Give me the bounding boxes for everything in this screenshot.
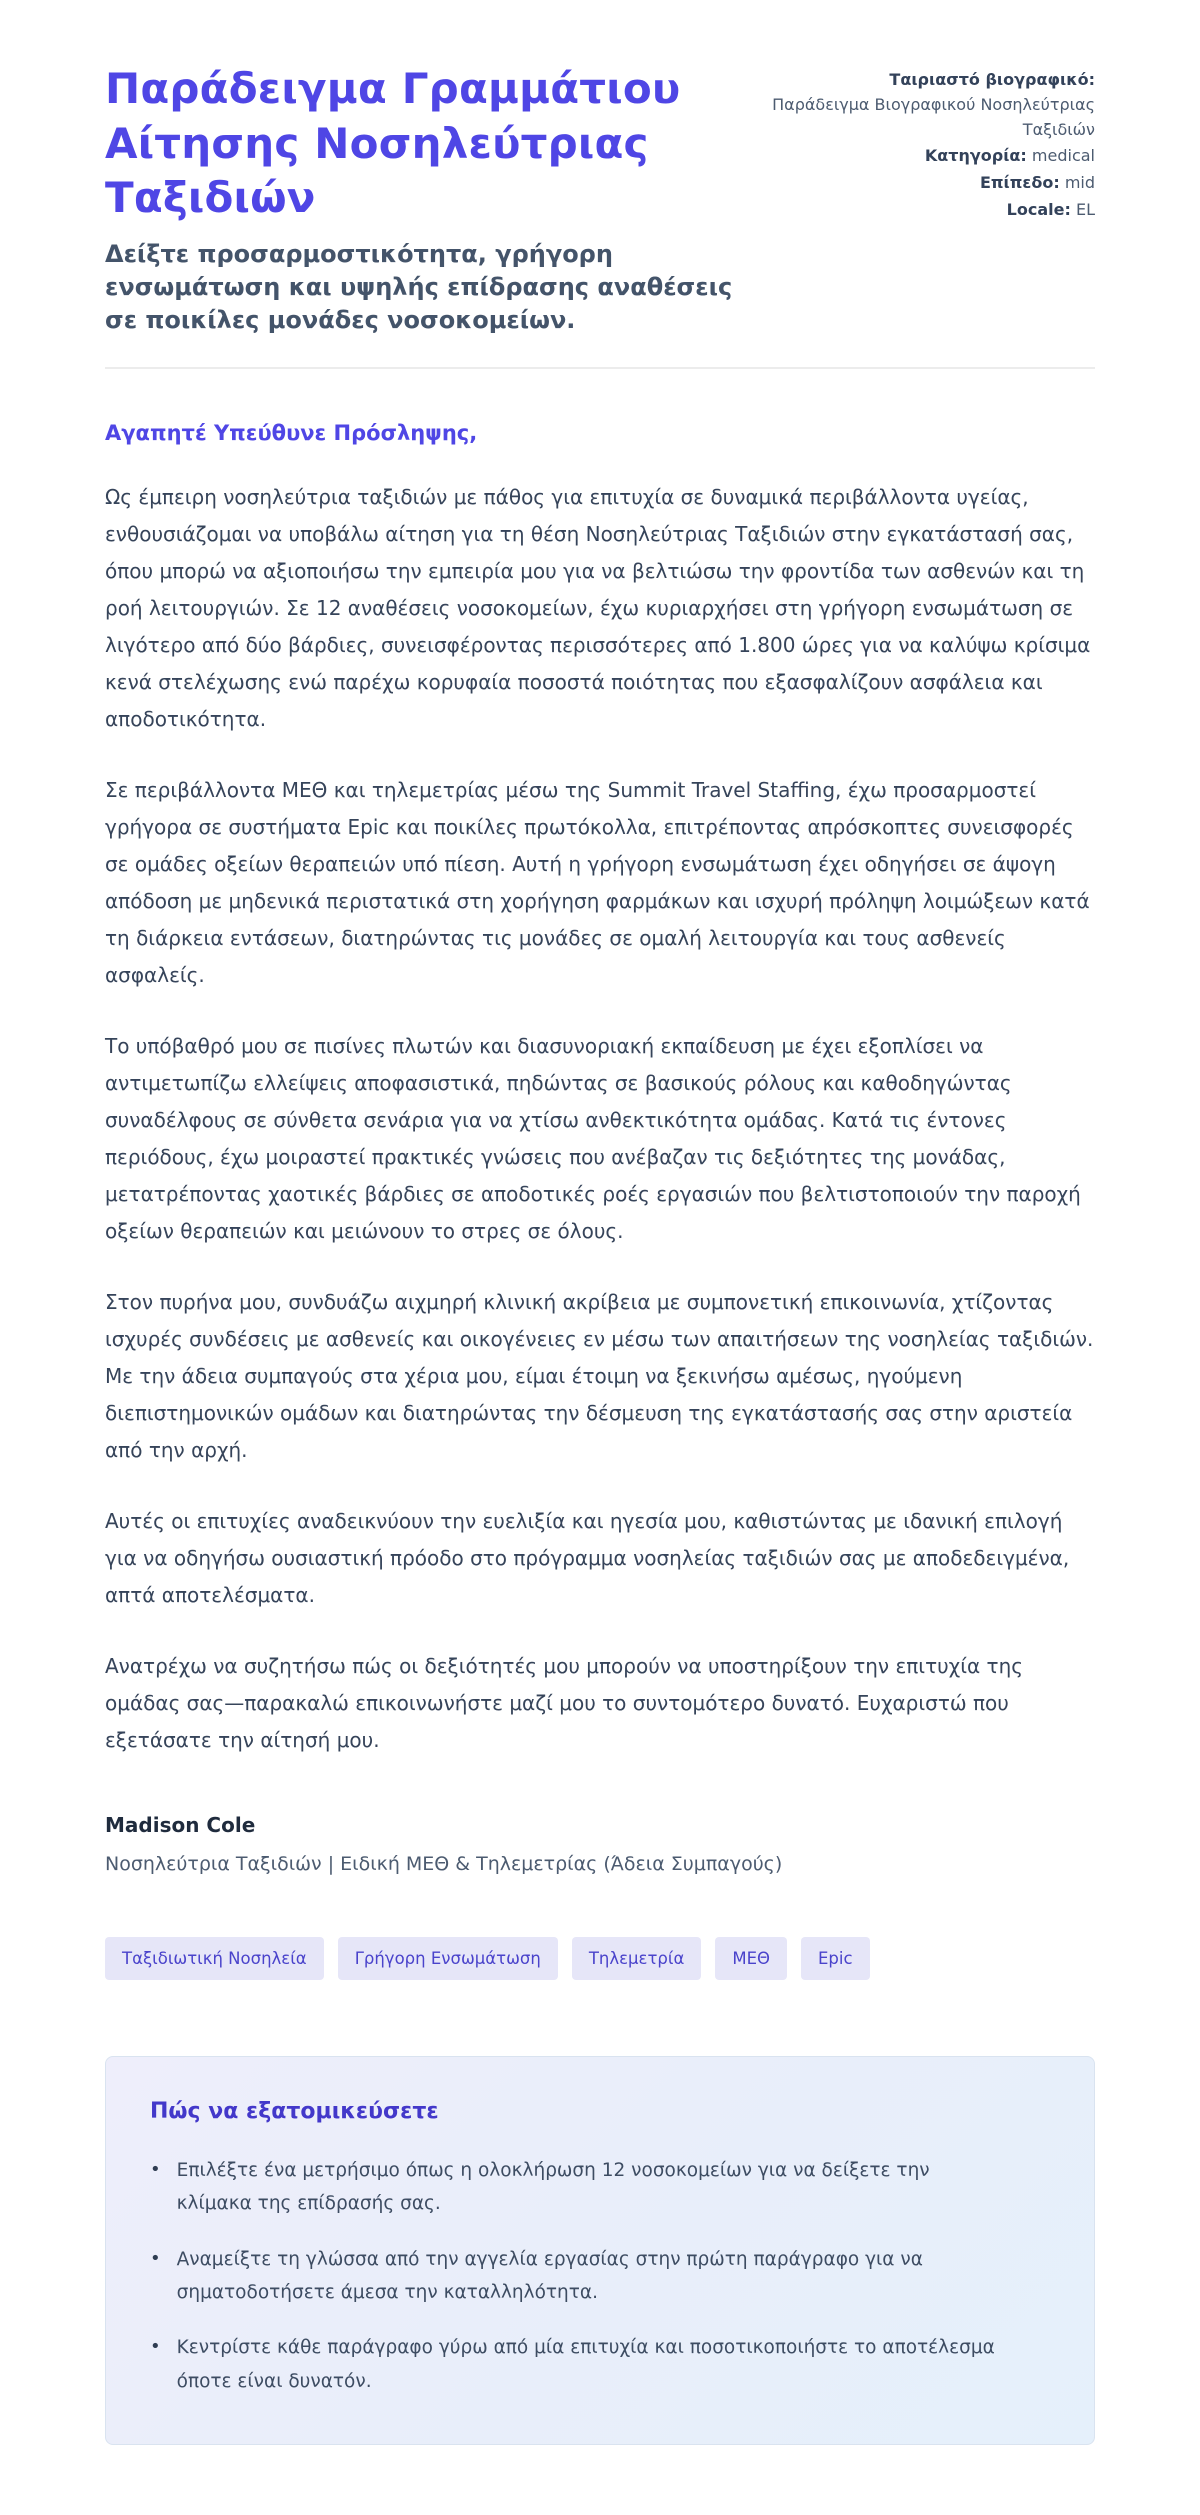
header-divider bbox=[105, 367, 1095, 369]
category-value: medical bbox=[1031, 146, 1095, 166]
callout-bullet-list bbox=[150, 2154, 1050, 2398]
callout-bullet: • Κεντρίστε κάθε παράγραφο γύρω από μία επιτυχία και ποσοτικοποιήστε το αποτέλεσμα όποτε είναι δυνατόν. bbox=[150, 2331, 1050, 2398]
bullet-dot-icon: • bbox=[150, 2159, 161, 2181]
letter-paragraph-1: Ως έμπειρη νοσηλεύτρια ταξιδιών με πάθος για επιτυχία σε δυναμικά περιβάλλοντα υγείας, ενθουσιάζομαι να υποβάλω αίτηση για τη θέση Νοσηλεύτριας Ταξιδιών στην εγκατάστασή σας, όπου μπορώ να αξιοποιήσω την εμπειρία μου για να βελτιώσω την φροντίδα των ασθενών και τη ροή λειτουργιών. Σε 12 αναθέσεις νοσοκομείων, έχω κυριαρχήσει στη γρήγορη ενσωμάτωση σε λιγότερο από δύο βάρδιες, συνεισφέροντας περισσότερες από 1.800 ώρες για να καλύψω κρίσιμα κενά στελέχωσης ενώ παρέχω κορυφαία ποσοστά ποιότητας που εξασφαλίζουν ασφάλεια και αποδοτικότητα. bbox=[105, 485, 1091, 732]
matched-resume-label: Ταιριαστό βιογραφικό: bbox=[889, 70, 1095, 89]
level-value: mid bbox=[1064, 173, 1095, 193]
level-label: Επίπεδο: bbox=[979, 173, 1060, 193]
tag-chip-telemetry[interactable]: Τηλεμετρία bbox=[572, 1937, 702, 1980]
header-title-block bbox=[105, 62, 735, 337]
letter-paragraph-4: Στον πυρήνα μου, συνδυάζω αιχμηρή κλινική ακρίβεια με συμπονετική επικοινωνία, χτίζοντας ισχυρές συνδέσεις με ασθενείς και οικογένειες εν μέσω των απαιτήσεων της νοσηλείας ταξιδιών. Με την άδεια συμπαγούς στα χέρια μου, είμαι έτοιμη να ξεκινήσω αμέσως, ηγούμενη διεπιστημονικών ομάδων και διατηρώντας την δέσμευση της εγκατάστασής σας στην αριστεία από την αρχή. bbox=[105, 1290, 1094, 1463]
category-label: Κατηγορία: bbox=[924, 146, 1027, 166]
callout-bullet: • Επιλέξτε ένα μετρήσιμο όπως η ολοκλήρωση 12 νοσοκομείων για να δείξετε την κλίμακα της επίδρασής σας. bbox=[150, 2154, 1050, 2221]
signature-name: Madison Cole bbox=[105, 1813, 256, 1838]
bullet-dot-icon: • bbox=[150, 2336, 161, 2358]
signature-role: Νοσηλεύτρια Ταξιδιών | Ειδική ΜΕΘ & Τηλεμετρίας (Άδεια Συμπαγούς) bbox=[105, 1853, 783, 1876]
letter-paragraph-2: Σε περιβάλλοντα ΜΕΘ και τηλεμετρίας μέσω της Summit Travel Staffing, έχω προσαρμοστεί γρήγορα σε συστήματα Epic και ποικίλες πρωτόκολλα, επιτρέποντας απρόσκοπτες συνεισφορές σε ομάδες οξείων θεραπειών υπό πίεση. Αυτή η γρήγορη ενσωμάτωση έχει οδηγήσει σε άψογη απόδοση με μηδενικά περιστατικά στη χορήγηση φαρμάκων και ισχυρή πρόληψη λοιμώξεων κατά τη διάρκεια εντάσεων, διατηρώντας τις μονάδες σε ομαλή λειτουργία και τους ασθενείς ασφαλείς. bbox=[105, 778, 1090, 988]
page-title: Παράδειγμα Γραμμάτιου Αίτησης Νοσηλεύτριας Ταξιδιών bbox=[105, 64, 681, 223]
letter-greeting: Αγαπητέ Υπεύθυνε Πρόσληψης, bbox=[105, 421, 478, 446]
letter-paragraph-6: Ανατρέχω να συζητήσω πώς οι δεξιότητές μου μπορούν να υποστηρίξουν την επιτυχία της ομάδας σας—παρακαλώ επικοινωνήστε μαζί μου το συντομότερο δυνατό. Ευχαριστώ που εξετάσατε την αίτησή μου. bbox=[105, 1654, 1023, 1753]
locale-row bbox=[765, 198, 1095, 223]
matched-resume-row bbox=[765, 68, 1095, 142]
page-header bbox=[105, 62, 1095, 337]
callout-bullet: • Αναμείξτε τη γλώσσα από την αγγελία εργασίας στην πρώτη παράγραφο για να σηματοδοτήσετε άμεσα την καταλληλότητα. bbox=[150, 2243, 1050, 2310]
tag-chip-rapid-onboarding[interactable]: Γρήγορη Ενσωμάτωση bbox=[338, 1937, 558, 1980]
callout-title: Πώς να εξατομικεύσετε bbox=[150, 2099, 439, 2125]
level-row bbox=[765, 171, 1095, 196]
matched-resume-link[interactable]: Παράδειγμα Βιογραφικού Νοσηλεύτριας Ταξιδιών bbox=[772, 94, 1095, 139]
tag-chip-epic[interactable]: Epic bbox=[801, 1937, 870, 1980]
letter-body bbox=[105, 421, 1095, 1875]
tag-chip-icu[interactable]: ΜΕΘ bbox=[715, 1937, 787, 1980]
tag-chip-travel-nursing[interactable]: Ταξιδιωτική Νοσηλεία bbox=[105, 1937, 324, 1980]
tag-list bbox=[105, 1937, 1095, 1980]
customize-callout bbox=[105, 2056, 1095, 2445]
letter-paragraph-3: Το υπόβαθρό μου σε πισίνες πλωτών και διασυνοριακή εκπαίδευση με έχει εξοπλίσει να αντιμετωπίζω ελλείψεις αποφασιστικά, πηδώντας σε βασικούς ρόλους και καθοδηγώντας συναδέλφους σε σύνθετα σενάρια για να χτίσω ανθεκτικότητα ομάδας. Κατά τις έντονες περιόδους, έχω μοιραστεί πρακτικές γνώσεις που ανέβαζαν τις δεξιότητες της μονάδας, μετατρέποντας χαοτικές βάρδιες σε αποδοτικές ροές εργασιών που βελτιστοποιούν την παροχή οξείων θεραπειών και μειώνουν το στρες σε όλους. bbox=[105, 1034, 1081, 1244]
locale-label: Locale: bbox=[1006, 199, 1071, 219]
category-row bbox=[765, 144, 1095, 169]
bullet-dot-icon: • bbox=[150, 2247, 161, 2269]
meta-panel bbox=[765, 62, 1095, 223]
letter-paragraph-5: Αυτές οι επιτυχίες αναδεικνύουν την ευελιξία και ηγεσία μου, καθιστώντας με ιδανική επιλογή για να οδηγήσω ουσιαστική πρόοδο στο πρόγραμμα νοσηλείας ταξιδιών σας με αποδεδειγμένα, απτά αποτελέσματα. bbox=[105, 1509, 1070, 1608]
page-subtitle: Δείξτε προσαρμοστικότητα, γρήγορη ενσωμάτωση και υψηλής επίδρασης αναθέσεις σε ποικίλες μονάδες νοσοκομείων. bbox=[105, 239, 733, 334]
locale-value: EL bbox=[1075, 199, 1095, 219]
